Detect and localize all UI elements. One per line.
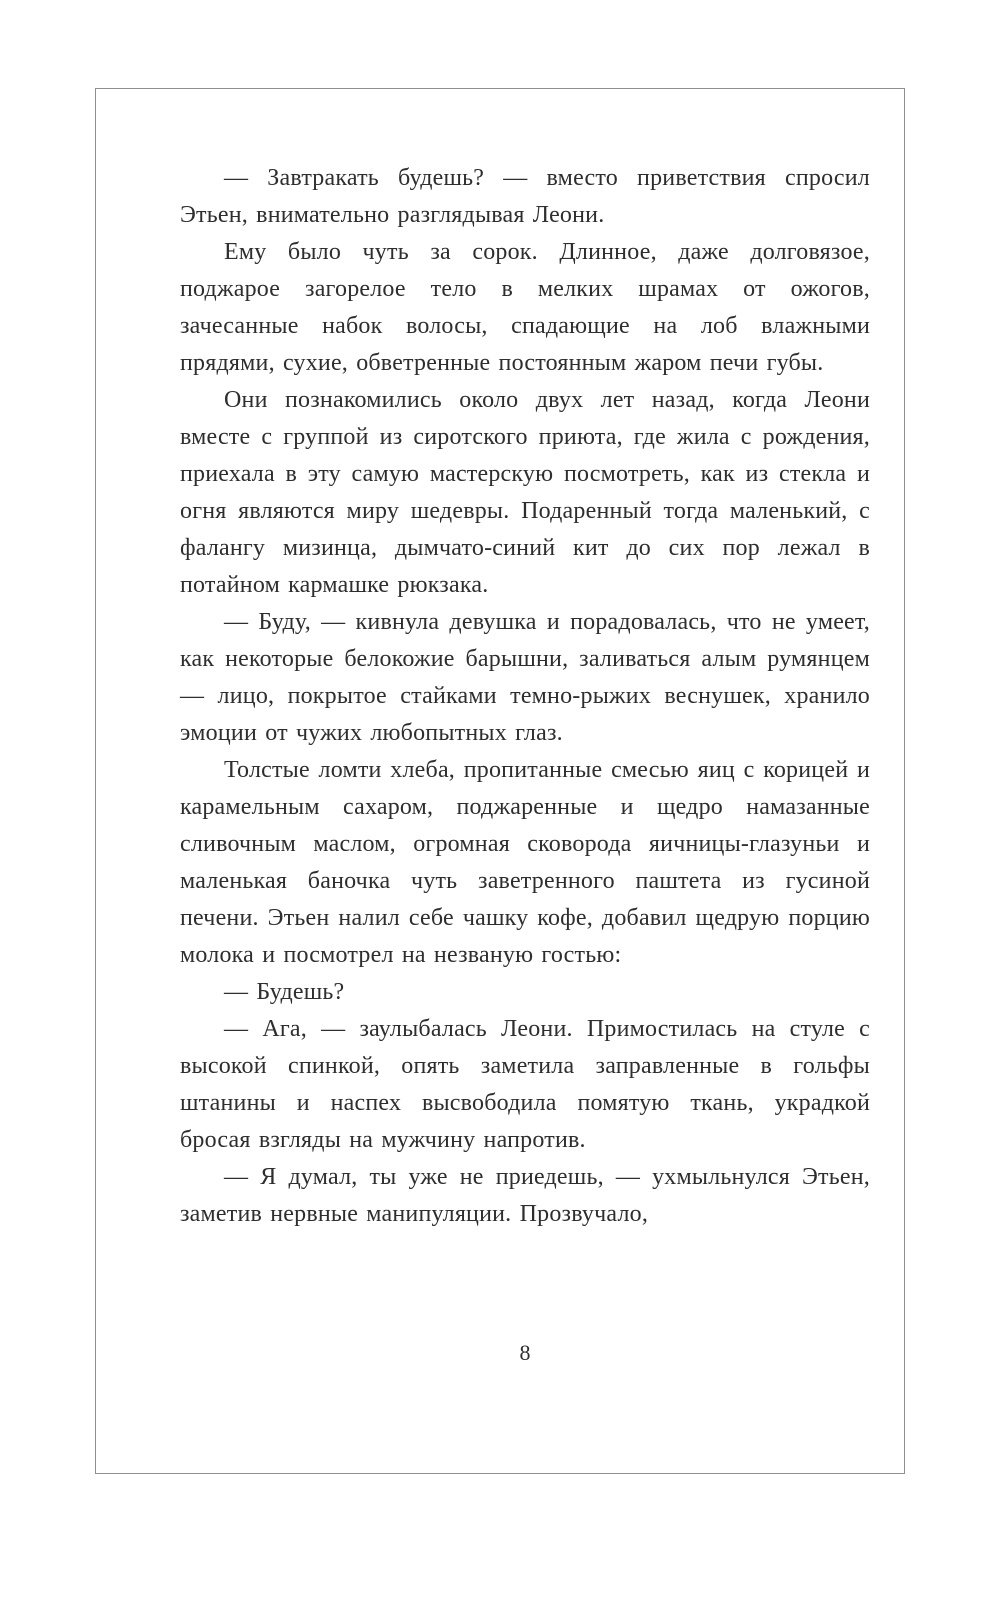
paragraph: — Будешь? [224, 979, 345, 1005]
page-number: 8 [519, 1340, 531, 1365]
paragraph: Ему было чуть за сорок. Длинное, даже долговязое, поджарое загорелое тело в мелких шрамах от ожогов, зачесанные набок волосы, спадающие на лоб влажными прядями, сухие, обветренные постоянным жаром печи губы. [180, 239, 870, 376]
paragraph: Толстые ломти хлеба, пропитанные смесью яиц с корицей и карамельным сахаром, поджаренные и щедро намазанные сливочным маслом, огромная сковорода яичницы-глазуньи и маленькая баночка чуть заветренного паштета из гусиной печени. Этьен налил себе чашку кофе, добавил щедрую порцию молока и посмотрел на незваную гостью: [180, 757, 870, 968]
paragraph: Они познакомились около двух лет назад, когда Леони вместе с группой из сиротского приюта, где жила с рождения, приехала в эту самую мастерскую посмотреть, как из стекла и огня являются миру шедевры. Подаренный тогда маленький, с фалангу мизинца, дымчато-синий кит до сих пор лежал в потайном кармашке рюкзака. [180, 387, 870, 598]
paragraph: — Я думал, ты уже не приедешь, — ухмыльнулся Этьен, заметив нервные манипуляции. Прозвучало, [180, 1164, 870, 1227]
paragraph: — Завтракать будешь? — вместо приветствия спросил Этьен, внимательно разглядывая Леони. [180, 165, 870, 228]
page-text [180, 160, 870, 1233]
paragraph: — Ага, — заулыбалась Леони. Примостилась на стуле с высокой спинкой, опять заметила заправленные в гольфы штанины и наспех высвободила помятую ткань, украдкой бросая взгляды на мужчину напротив. [180, 1016, 870, 1153]
paragraph: — Буду, — кивнула девушка и порадовалась, что не умеет, как некоторые белокожие барышни, заливаться алым румянцем — лицо, покрытое стайками темно-рыжих веснушек, хранило эмоции от чужих любопытных глаз. [180, 609, 870, 746]
